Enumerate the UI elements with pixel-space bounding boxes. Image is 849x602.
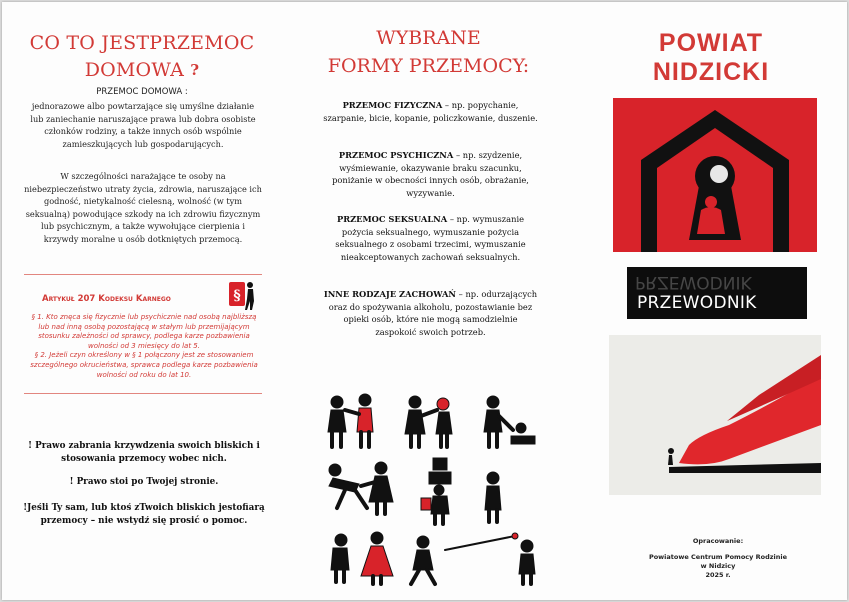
form-sexual	[323, 213, 538, 264]
form-desc: – np. popychanie, szarpanie, bicie, kopanie, policzkowanie, duszenie.	[323, 100, 538, 123]
organization-city: w Nidzicy	[700, 562, 736, 570]
form-name: PRZEMOC PSYCHICZNA	[338, 150, 454, 160]
risks-text: W szczególności narażające te osoby na niebezpieczeństwo utraty życia, zdrowia, naruszające ich godność, nietykalność cielesną, wolność (w tym seksualną) powodujące szkody na ich zdrowiu fizycznym lub psychicznym, a także wywołujące cierpienia i krzywdy moralne u osób dotkniętych przemocą.	[24, 171, 262, 244]
guide-banner	[627, 267, 807, 319]
question-mark: ?	[190, 61, 200, 79]
publication-year: 2025 r.	[705, 571, 731, 579]
form-desc: – np. wymuszanie pożycia seksualnego, wymuszanie pożycia seksualnego z osobami trzecimi, wymuszanie nieakceptowanych zachowań seksualnych.	[335, 214, 526, 263]
violence-pictograms	[315, 382, 555, 587]
article-title: Artykuł 207 Kodeksu Karnego	[42, 294, 171, 304]
middle-title	[287, 24, 570, 80]
right-title-line1: POWIAT	[658, 29, 764, 57]
form-desc: – np. szydzenie, wyśmiewanie, okazywanie braku szacunku, poniżanie w obecności innych osób, obrażanie, wyzywanie.	[332, 150, 529, 199]
right-title-line2: NIDZICKI	[652, 58, 770, 86]
left-title	[2, 30, 282, 84]
definition-text: jednorazowe albo powtarzające się umyślne działanie lub zaniechanie naruszające prawa lub dobra osobiste członków rodziny, a także innych osób wspólnie zamieszkujących lub gospodarujących.	[30, 101, 256, 149]
right-panel	[575, 2, 847, 600]
law-book-icon	[227, 279, 257, 311]
house-keyhole-illustration	[613, 98, 817, 252]
divider	[24, 393, 262, 394]
article-text	[30, 313, 258, 380]
left-panel	[2, 2, 282, 600]
form-name: PRZEMOC SEKSUALNA	[336, 214, 448, 224]
middle-title-line1: WYBRANE	[376, 27, 481, 49]
form-name: PRZEMOC FIZYCZNA	[342, 100, 443, 110]
middle-title-line2: FORMY PRZEMOCY:	[327, 55, 530, 77]
article-paragraph-2: § 2. Jeżeli czyn określony w § 1 połączony jest ze stosowaniem szczególnego okrucieństwa, sprawca podlega karze pozbawienia wolności od roku do lat 10.	[30, 351, 258, 379]
form-other	[323, 288, 538, 339]
giant-foot-illustration	[609, 335, 821, 495]
guide-reflection: PRZEWODNIK	[635, 272, 752, 292]
prepared-label: Opracowanie:	[692, 537, 744, 545]
left-title-line1: CO TO JESTPRZEMOC	[29, 32, 255, 54]
form-desc: – np. odurzających oraz do spożywania alkoholu, pozostawianie bez opieki osób, które nie mogą samodzielnie zaspokoić swoich potrzeb.	[328, 289, 538, 338]
leaflet	[2, 2, 847, 600]
right-notice-1: ! Prawo zabrania krzywdzenia swoich bliskich i stosowania przemocy wobec nich.	[28, 441, 260, 464]
definition-heading: PRZEMOC DOMOWA :	[96, 87, 188, 97]
article-paragraph-1: § 1. Kto znęca się fizycznie lub psychicznie nad osobą najbliższą lub nad inną osobą pozostającą w stałym lub przemijającym stosunku zależności od sprawcy, podlega karze pozbawienia wolności od 3 miesięcy do lat 5.	[31, 313, 257, 350]
right-notice-2: ! Prawo stoi po Twojej stronie.	[69, 477, 219, 487]
right-notice-3: !Jeśli Ty sam, lub ktoś zTwoich bliskich jestofiarą przemocy – nie wstydź się prosić o pomoc.	[23, 503, 265, 526]
form-psychological	[323, 149, 538, 200]
divider	[24, 274, 262, 275]
form-physical	[323, 99, 538, 124]
form-name: INNE RODZAJE ZACHOWAŃ	[323, 289, 457, 299]
organization-name: Powiatowe Centrum Pomocy Rodzinie	[648, 553, 788, 561]
middle-panel	[287, 2, 570, 600]
svg-text:§: §	[233, 288, 241, 304]
right-title	[575, 29, 847, 87]
cover-illustration	[609, 335, 821, 495]
house-poster	[613, 98, 817, 252]
left-title-line2: DOMOWA	[84, 59, 185, 81]
guide-label: PRZEWODNIK	[637, 293, 757, 313]
